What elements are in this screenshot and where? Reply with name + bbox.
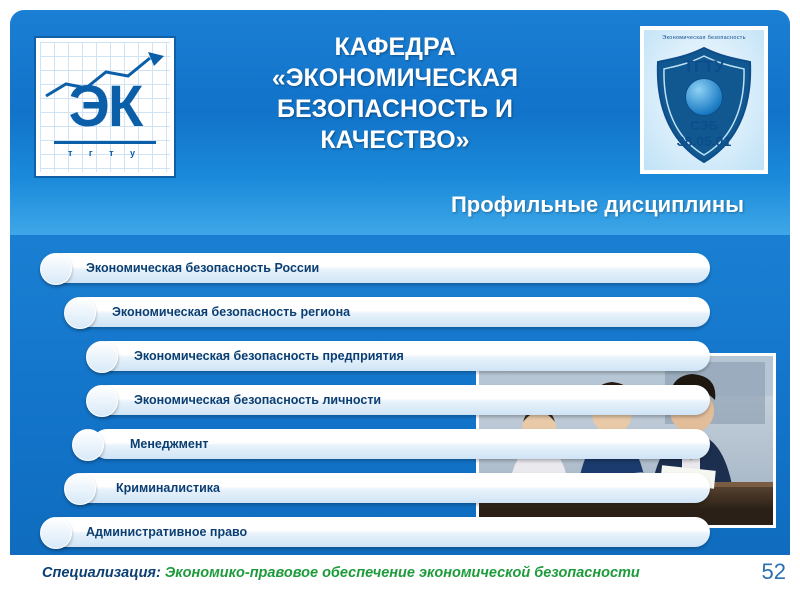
emblem-program-code: 38.05.01 (676, 133, 732, 149)
logo-university-label: т г т у (67, 148, 143, 158)
discipline-label: Экономическая безопасность предприятия (134, 349, 404, 363)
program-emblem (640, 26, 768, 174)
discipline-label: Менеджмент (130, 437, 209, 451)
globe-icon (685, 78, 723, 116)
discipline-bar-5[interactable] (92, 429, 710, 459)
title-line-3: БЕЗОПАСНОСТЬ И (277, 95, 513, 123)
specialization-line (42, 565, 640, 581)
department-logo (34, 36, 176, 178)
slide-body (10, 235, 790, 560)
discipline-bullet-3 (86, 341, 118, 373)
discipline-bullet-1 (40, 253, 72, 285)
emblem-program-abbr: СЭБ (690, 118, 718, 133)
discipline-bullet-4 (86, 385, 118, 417)
specialization-label: Специализация: (42, 565, 161, 581)
title-line-4: КАЧЕСТВО» (320, 126, 470, 154)
discipline-label: Экономическая безопасность личности (134, 393, 382, 407)
page-number: 52 (761, 559, 786, 584)
logo-divider (54, 141, 156, 144)
discipline-bullet-5 (72, 429, 104, 461)
discipline-bullet-6 (64, 473, 96, 505)
slide-header (10, 10, 790, 235)
title-line-2: «ЭКОНОМИЧЕСКАЯ (271, 64, 519, 92)
emblem-top-text: Экономическая безопасность (662, 35, 746, 41)
discipline-label: Криминалистика (116, 481, 220, 495)
discipline-bullet-2 (64, 297, 96, 329)
logo-grid-background (40, 42, 170, 172)
page-subtitle: Профильные дисциплины (450, 192, 744, 217)
discipline-bar-7[interactable] (46, 517, 710, 547)
emblem-background (644, 30, 764, 170)
discipline-bar-6[interactable] (70, 473, 710, 503)
logo-abbreviation: ЭК (68, 74, 142, 139)
discipline-label: Административное право (86, 525, 248, 539)
specialization-value: Экономико-правовое обеспечение экономической безопасности (164, 565, 640, 581)
discipline-label: Экономическая безопасность региона (112, 305, 351, 319)
discipline-bar-2[interactable] (70, 297, 710, 327)
emblem-university-label: ТГТУ (683, 57, 725, 76)
discipline-bullet-7 (40, 517, 72, 549)
title-line-1: КАФЕДРА (334, 33, 456, 61)
page-title (195, 32, 595, 156)
discipline-bar-1[interactable] (46, 253, 710, 283)
discipline-bar-4[interactable] (92, 385, 710, 415)
discipline-bar-3[interactable] (92, 341, 710, 371)
discipline-label: Экономическая безопасность России (86, 261, 320, 275)
slide-footer (0, 555, 800, 600)
